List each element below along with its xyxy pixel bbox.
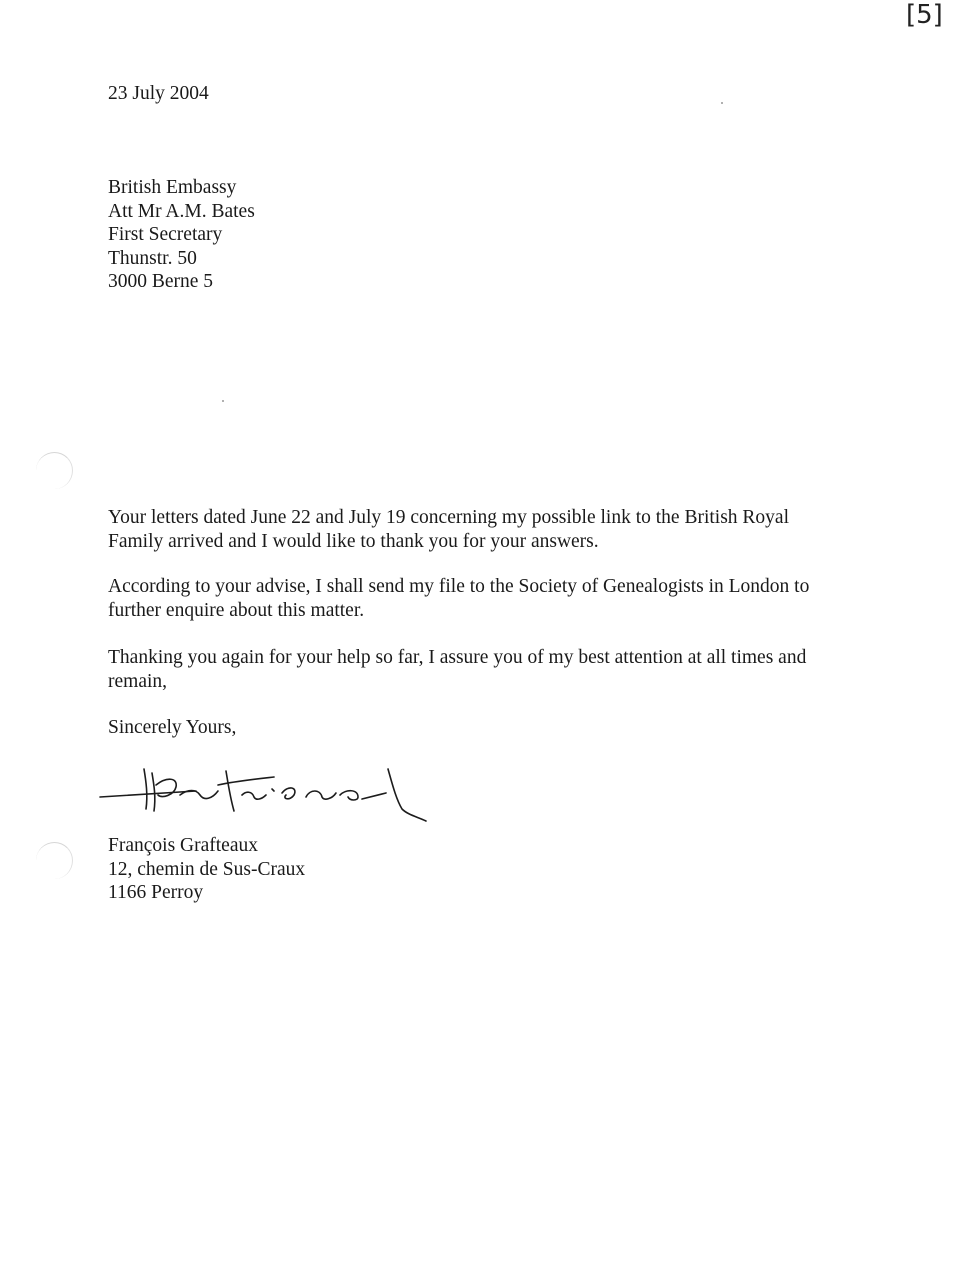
- paragraph-line: Your letters dated June 22 and July 19 concerning my possible link to the British Royal: [108, 507, 789, 528]
- paragraph-line: further enquire about this matter.: [108, 599, 365, 621]
- closing: Sincerely Yours,: [108, 717, 237, 738]
- scan-speck: [222, 400, 224, 402]
- body-paragraph-2: [108, 575, 868, 622]
- paragraph-line: Thanking you again for your help so far, I assure you of my best attention at all times and: [108, 647, 807, 668]
- recipient-line: Att Mr A.M. Bates: [108, 200, 255, 222]
- punch-hole-mark: [36, 452, 73, 489]
- sender-street: 12, chemin de Sus-Craux: [108, 858, 306, 880]
- body-paragraph-3: [108, 646, 868, 693]
- body-paragraph-1: [108, 506, 868, 553]
- page-number-mark: [5]: [906, 0, 943, 30]
- paragraph-line: According to your advise, I shall send my file to the Society of Genealogists in London to: [108, 576, 810, 597]
- recipient-address: [108, 176, 255, 294]
- recipient-line: British Embassy: [108, 177, 237, 198]
- punch-hole-mark: [36, 842, 73, 879]
- letter-date: 23 July 2004: [108, 83, 209, 104]
- recipient-line: Thunstr. 50: [108, 247, 197, 269]
- recipient-line: First Secretary: [108, 224, 223, 245]
- scan-speck: [721, 102, 723, 104]
- sender-name: François Grafteaux: [108, 835, 258, 856]
- sender-city: 1166 Perroy: [108, 882, 204, 903]
- sender-address: [108, 834, 305, 905]
- handwritten-signature-icon: [96, 755, 436, 827]
- paragraph-line: remain,: [108, 670, 168, 692]
- recipient-line: 3000 Berne 5: [108, 271, 214, 292]
- paragraph-line: Family arrived and I would like to thank you for your answers.: [108, 530, 599, 552]
